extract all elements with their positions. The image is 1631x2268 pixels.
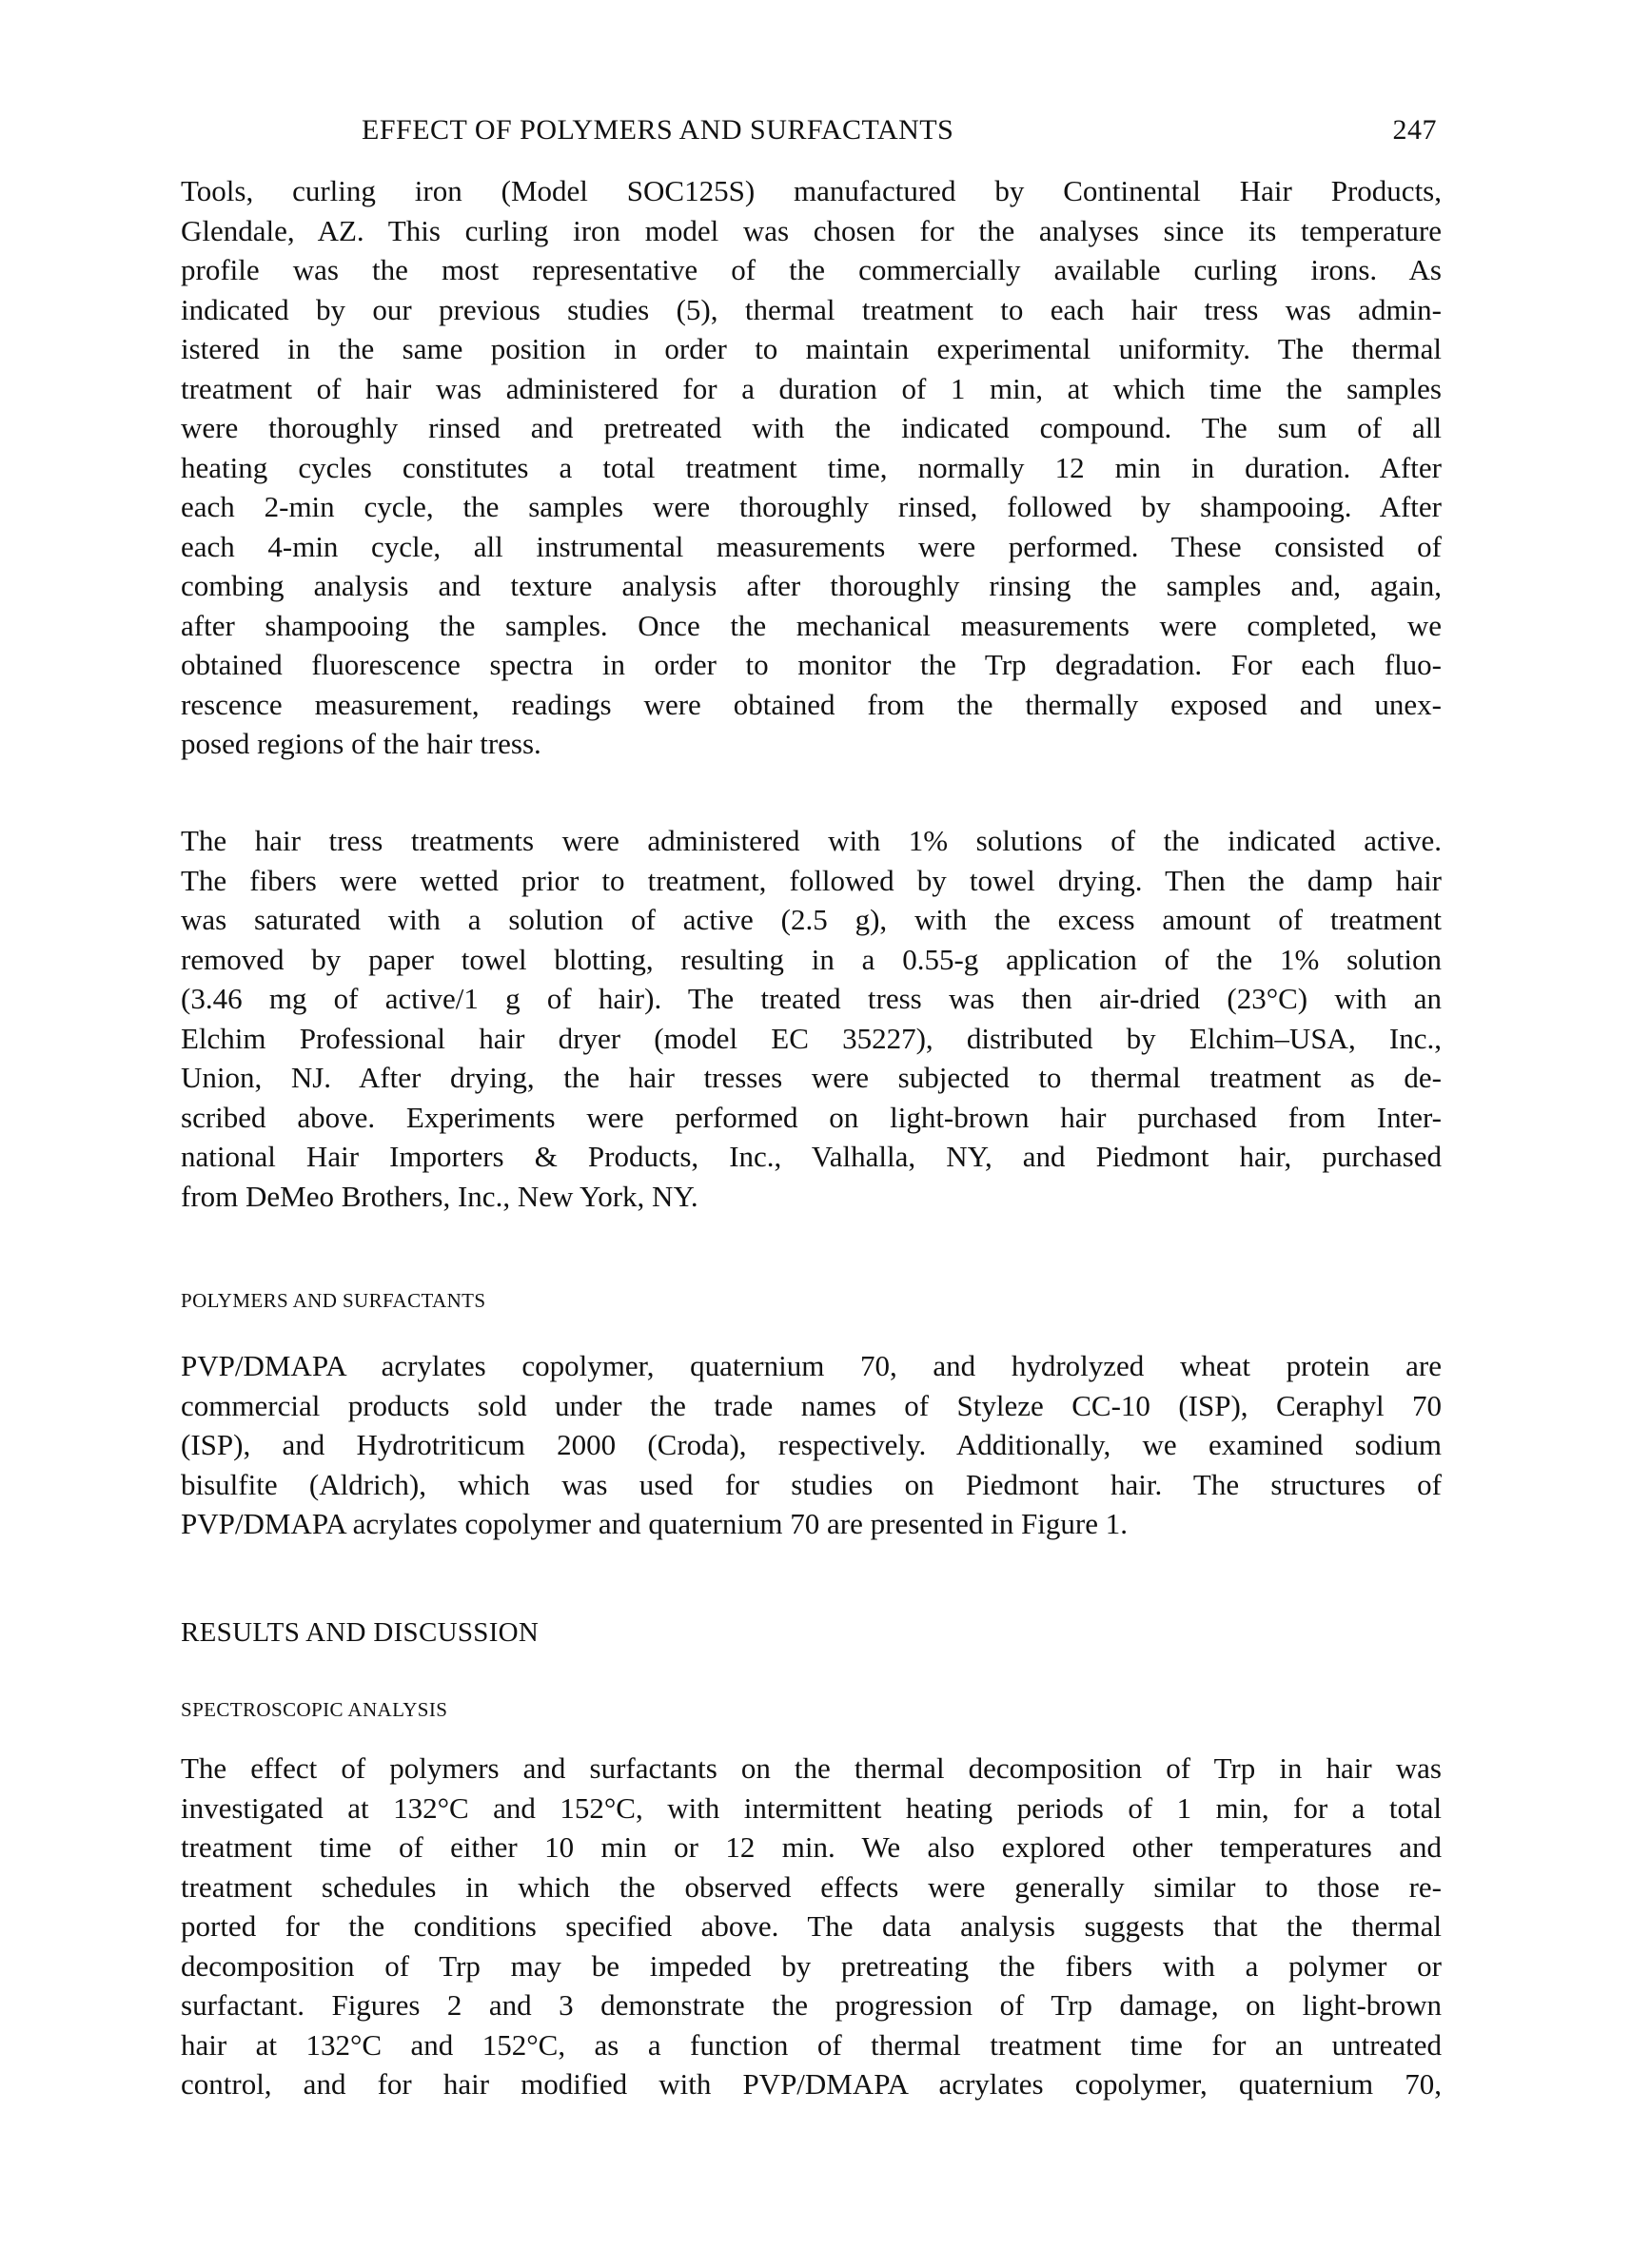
paragraph-hair-tress-treatments [181, 821, 1442, 1216]
text-line: PVP/DMAPA acrylates copolymer, quaternium 70, and hydrolyzed wheat protein are [181, 1349, 1442, 1382]
text-line: commercial products sold under the trade names of Styleze CC-10 (ISP), Ceraphyl 70 [181, 1388, 1442, 1422]
text-line: indicated by our previous studies (5), thermal treatment to each hair tress was admin- [181, 292, 1442, 326]
text-line: investigated at 132°C and 152°C, with intermittent heating periods of 1 min, for a total [181, 1790, 1442, 1825]
text-line: istered in the same position in order to maintain experimental uniformity. The thermal [181, 332, 1442, 365]
text-line: heating cycles constitutes a total treatment time, normally 12 min in duration. After [181, 450, 1442, 484]
text-line: (ISP), and Hydrotriticum 2000 (Croda), respectively. Additionally, we examined sodium [181, 1428, 1442, 1461]
page-number: 247 [1392, 114, 1437, 146]
text-line: scribed above. Experiments were performed on light-brown hair purchased from Inter- [181, 1100, 1442, 1134]
text-line: ported for the conditions specified above. The data analysis suggests that the thermal [181, 1909, 1442, 1943]
text-line: The hair tress treatments were administered with 1% solutions of the indicated active. [181, 824, 1442, 857]
text-line: The fibers were wetted prior to treatment, followed by towel drying. Then the damp hair [181, 863, 1442, 897]
subsection-heading-polymers-and-surfactants: POLYMERS AND SURFACTANTS [181, 1289, 486, 1312]
text-line: after shampooing the samples. Once the mechanical measurements were completed, we [181, 608, 1442, 642]
text-line: hair at 132°C and 152°C, as a function of thermal treatment time for an untreated [181, 2027, 1442, 2062]
text-line: Union, NJ. After drying, the hair tresses were subjected to thermal treatment as de- [181, 1061, 1442, 1094]
running-title: EFFECT OF POLYMERS AND SURFACTANTS [362, 114, 954, 146]
text-line: The effect of polymers and surfactants on the thermal decomposition of Trp in hair was [181, 1751, 1442, 1785]
text-line: decomposition of Trp may be impeded by pretreating the fibers with a polymer or [181, 1948, 1442, 1983]
text-line: treatment time of either 10 min or 12 min. We also explored other temperatures and [181, 1830, 1442, 1864]
text-line: posed regions of the hair tress. [181, 727, 541, 760]
text-line: PVP/DMAPA acrylates copolymer and quaternium 70 are presented in Figure 1. [181, 1507, 1128, 1540]
subsection-heading-spectroscopic-analysis: SPECTROSCOPIC ANALYSIS [181, 1698, 448, 1721]
text-line: bisulfite (Aldrich), which was used for studies on Piedmont hair. The structures of [181, 1467, 1442, 1501]
text-line: was saturated with a solution of active (2.5 g), with the excess amount of treatment [181, 903, 1442, 936]
text-line: rescence measurement, readings were obtained from the thermally exposed and unex- [181, 687, 1442, 721]
text-line: surfactant. Figures 2 and 3 demonstrate the progression of Trp damage, on light-brown [181, 1988, 1442, 2022]
text-line: each 4-min cycle, all instrumental measurements were performed. These consisted of [181, 529, 1442, 563]
text-line: were thoroughly rinsed and pretreated with the indicated compound. The sum of all [181, 411, 1442, 444]
text-line: treatment schedules in which the observed effects were generally similar to those re- [181, 1869, 1442, 1904]
text-line: treatment of hair was administered for a duration of 1 min, at which time the samples [181, 371, 1442, 405]
running-header [362, 114, 1446, 152]
text-line: Elchim Professional hair dryer (model EC 35227), distributed by Elchim–USA, Inc., [181, 1021, 1442, 1055]
paragraph-polymers-description [181, 1346, 1442, 1544]
paragraph-spectroscopic-results [181, 1749, 1442, 2104]
text-line: Tools, curling iron (Model SOC125S) manufactured by Continental Hair Products, [181, 174, 1442, 207]
section-heading-results-and-discussion: RESULTS AND DISCUSSION [181, 1617, 540, 1648]
text-line: removed by paper towel blotting, resulting in a 0.55-g application of the 1% solution [181, 942, 1442, 976]
text-line: each 2-min cycle, the samples were thoroughly rinsed, followed by shampooing. After [181, 490, 1442, 523]
text-line: obtained fluorescence spectra in order to monitor the Trp degradation. For each fluo- [181, 648, 1442, 681]
text-line: national Hair Importers & Products, Inc., Valhalla, NY, and Piedmont hair, purchased [181, 1140, 1442, 1173]
text-line: (3.46 mg of active/1 g of hair). The treated tress was then air-dried (23°C) with an [181, 982, 1442, 1015]
text-line: profile was the most representative of the commercially available curling irons. As [181, 253, 1442, 286]
text-line: Glendale, AZ. This curling iron model was chosen for the analyses since its temperature [181, 213, 1442, 247]
text-line: from DeMeo Brothers, Inc., New York, NY. [181, 1179, 698, 1213]
text-line: combing analysis and texture analysis after thoroughly rinsing the samples and, again, [181, 569, 1442, 602]
text-line: control, and for hair modified with PVP/DMAPA acrylates copolymer, quaternium 70, [181, 2067, 1442, 2101]
paragraph-thermal-treatment [181, 171, 1442, 764]
